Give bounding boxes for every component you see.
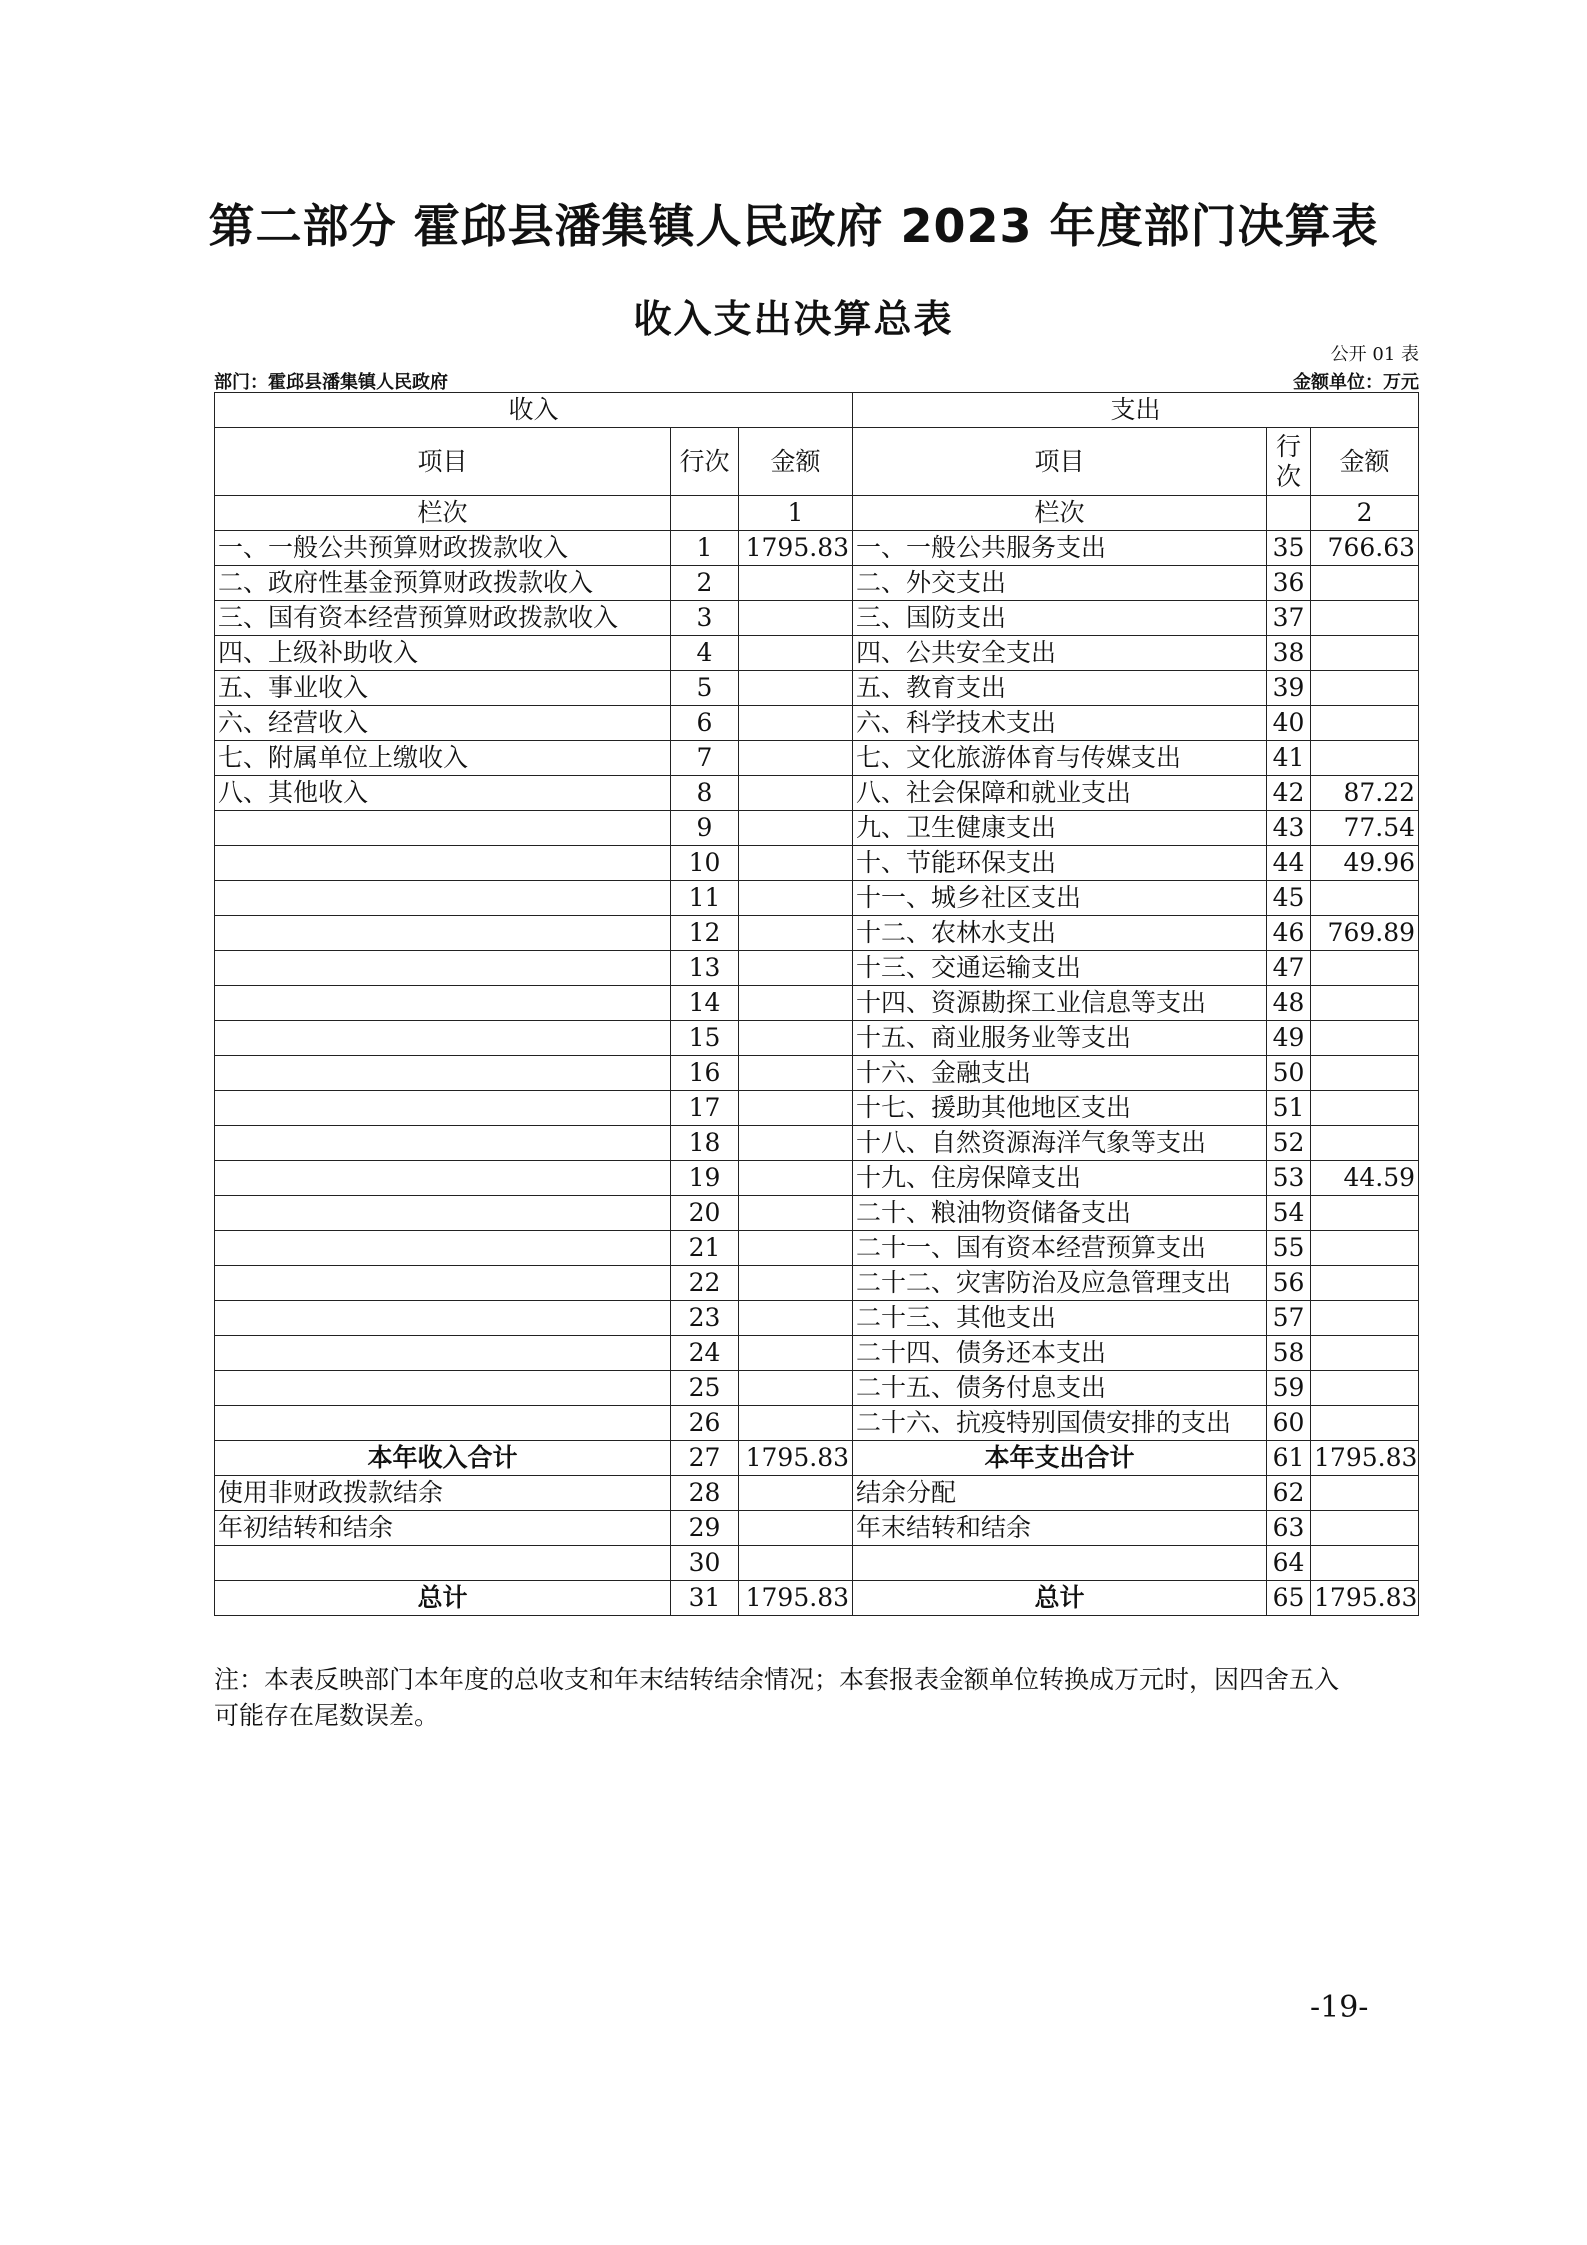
- income-amount: [739, 566, 853, 601]
- table-title: 收入支出决算总表: [633, 297, 954, 341]
- expense-amount: [1311, 951, 1419, 986]
- table-row: [215, 706, 1419, 741]
- income-amount: [739, 811, 853, 846]
- income-item: [215, 1371, 671, 1406]
- row-number: 51: [1267, 1091, 1311, 1126]
- amount-cell: [739, 1546, 853, 1581]
- expense-amount: 769.89: [1311, 916, 1419, 951]
- income-amount: [739, 706, 853, 741]
- row-number: 47: [1267, 951, 1311, 986]
- income-amount: [739, 1056, 853, 1091]
- row-number: 62: [1267, 1476, 1311, 1511]
- row-number: 10: [671, 846, 739, 881]
- opening-balance-label: 年初结转和结余: [215, 1511, 671, 1546]
- income-amount: [739, 741, 853, 776]
- form-number: 公开 01 表: [1330, 344, 1419, 365]
- table-row: [215, 1091, 1419, 1126]
- expense-amount: 766.63: [1311, 531, 1419, 566]
- balance-distribution-label: 结余分配: [853, 1476, 1267, 1511]
- empty-cell: [671, 496, 739, 531]
- row-number: 41: [1267, 741, 1311, 776]
- expense-amount: [1311, 1301, 1419, 1336]
- item-cell: [215, 1546, 671, 1581]
- income-amount: [739, 1126, 853, 1161]
- table-row: [215, 1231, 1419, 1266]
- year-income-total-amount: 1795.83: [739, 1441, 853, 1476]
- row-number: 17: [671, 1091, 739, 1126]
- expense-amount: 77.54: [1311, 811, 1419, 846]
- income-item: [215, 951, 671, 986]
- amount-cell: [1311, 1476, 1419, 1511]
- table-row: [215, 671, 1419, 706]
- table-row: [215, 1196, 1419, 1231]
- income-item: [215, 1021, 671, 1056]
- row-number: 25: [671, 1371, 739, 1406]
- expense-item: 七、文化旅游体育与传媒支出: [853, 741, 1267, 776]
- table-row: [215, 916, 1419, 951]
- row-number: 18: [671, 1126, 739, 1161]
- table-row: [215, 1056, 1419, 1091]
- page-title: 第二部分 霍邱县潘集镇人民政府 2023 年度部门决算表: [208, 199, 1379, 253]
- row-number: 49: [1267, 1021, 1311, 1056]
- expense-amount: [1311, 1231, 1419, 1266]
- income-amount: [739, 846, 853, 881]
- row-number: 14: [671, 986, 739, 1021]
- row-number: 19: [671, 1161, 739, 1196]
- amount-header-right: 金额: [1311, 428, 1419, 496]
- row-number: 59: [1267, 1371, 1311, 1406]
- row-number: 43: [1267, 811, 1311, 846]
- income-item: [215, 846, 671, 881]
- row-number: 50: [1267, 1056, 1311, 1091]
- empty-cell: [1267, 496, 1311, 531]
- row-number: 56: [1267, 1266, 1311, 1301]
- income-item: 三、国有资本经营预算财政拨款收入: [215, 601, 671, 636]
- income-item: [215, 1091, 671, 1126]
- row-number: 23: [671, 1301, 739, 1336]
- expense-item: 二十五、债务付息支出: [853, 1371, 1267, 1406]
- income-amount: [739, 601, 853, 636]
- row-number: 1: [671, 531, 739, 566]
- expense-amount: [1311, 1091, 1419, 1126]
- row-number: 42: [1267, 776, 1311, 811]
- expense-amount: [1311, 671, 1419, 706]
- row-number: 29: [671, 1511, 739, 1546]
- row-number: 37: [1267, 601, 1311, 636]
- expense-item: 二十三、其他支出: [853, 1301, 1267, 1336]
- expense-item: 十七、援助其他地区支出: [853, 1091, 1267, 1126]
- income-item: [215, 1056, 671, 1091]
- row-number: 11: [671, 881, 739, 916]
- row-number: 12: [671, 916, 739, 951]
- amount-cell: [1311, 1546, 1419, 1581]
- expense-item: 四、公共安全支出: [853, 636, 1267, 671]
- table-row: [215, 531, 1419, 566]
- income-item: [215, 1406, 671, 1441]
- row-number: 35: [1267, 531, 1311, 566]
- expense-item: 十三、交通运输支出: [853, 951, 1267, 986]
- income-item: 一、一般公共预算财政拨款收入: [215, 531, 671, 566]
- income-item: [215, 1126, 671, 1161]
- income-amount: [739, 951, 853, 986]
- expense-amount: 49.96: [1311, 846, 1419, 881]
- income-amount: [739, 1266, 853, 1301]
- column-number-1: 1: [739, 496, 853, 531]
- table-row: [215, 1336, 1419, 1371]
- row-number: 6: [671, 706, 739, 741]
- expense-item: 十一、城乡社区支出: [853, 881, 1267, 916]
- expense-amount: [1311, 1126, 1419, 1161]
- income-item: [215, 1336, 671, 1371]
- table-row: [215, 1371, 1419, 1406]
- row-number: 20: [671, 1196, 739, 1231]
- table-row: [215, 776, 1419, 811]
- row-number: 61: [1267, 1441, 1311, 1476]
- income-amount: [739, 1231, 853, 1266]
- expense-item: 二十、粮油物资储备支出: [853, 1196, 1267, 1231]
- expense-item: 二十一、国有资本经营预算支出: [853, 1231, 1267, 1266]
- row-number: 39: [1267, 671, 1311, 706]
- item-header-right: 项目: [853, 428, 1267, 496]
- table-row: [215, 1161, 1419, 1196]
- department-label: 部门：霍邱县潘集镇人民政府: [214, 372, 448, 393]
- income-amount: [739, 1196, 853, 1231]
- unit-label: 金额单位：万元: [1293, 372, 1419, 393]
- amount-cell: [1311, 1511, 1419, 1546]
- expense-amount: [1311, 1371, 1419, 1406]
- amount-cell: [739, 1511, 853, 1546]
- table-row: [215, 1266, 1419, 1301]
- income-amount: [739, 1091, 853, 1126]
- expense-amount: [1311, 1336, 1419, 1371]
- row-number: 5: [671, 671, 739, 706]
- column-number-2: 2: [1311, 496, 1419, 531]
- expense-amount: [1311, 741, 1419, 776]
- expense-item: 八、社会保障和就业支出: [853, 776, 1267, 811]
- page-number: -19-: [1310, 1990, 1369, 2025]
- income-item: 二、政府性基金预算财政拨款收入: [215, 566, 671, 601]
- row-number: 30: [671, 1546, 739, 1581]
- income-amount: [739, 1161, 853, 1196]
- income-item: [215, 1161, 671, 1196]
- income-item: [215, 1196, 671, 1231]
- expense-amount: 87.22: [1311, 776, 1419, 811]
- row-number: 22: [671, 1266, 739, 1301]
- expense-amount: [1311, 566, 1419, 601]
- table-row: [215, 601, 1419, 636]
- income-item: [215, 1301, 671, 1336]
- expense-item: 五、教育支出: [853, 671, 1267, 706]
- table-row: [215, 636, 1419, 671]
- expense-amount: [1311, 881, 1419, 916]
- income-amount: [739, 1336, 853, 1371]
- grand-income-total-label: 总计: [215, 1581, 671, 1616]
- income-item: 四、上级补助收入: [215, 636, 671, 671]
- expense-amount: [1311, 1056, 1419, 1091]
- row-number: 15: [671, 1021, 739, 1056]
- income-amount: [739, 1371, 853, 1406]
- item-header: 项目: [215, 428, 671, 496]
- expense-amount: [1311, 1021, 1419, 1056]
- table-row: [215, 846, 1419, 881]
- expense-item: 二十四、债务还本支出: [853, 1336, 1267, 1371]
- grand-expense-total-amount: 1795.83: [1311, 1581, 1419, 1616]
- row-number: 54: [1267, 1196, 1311, 1231]
- expense-item: 一、一般公共服务支出: [853, 531, 1267, 566]
- row-number: 8: [671, 776, 739, 811]
- expense-amount: [1311, 636, 1419, 671]
- row-number: 26: [671, 1406, 739, 1441]
- expense-item: 十二、农林水支出: [853, 916, 1267, 951]
- income-amount: [739, 636, 853, 671]
- row-number: 44: [1267, 846, 1311, 881]
- income-item: [215, 916, 671, 951]
- row-number: 3: [671, 601, 739, 636]
- item-cell: [853, 1546, 1267, 1581]
- expense-item: 九、卫生健康支出: [853, 811, 1267, 846]
- income-amount: [739, 1021, 853, 1056]
- non-fiscal-balance-label: 使用非财政拨款结余: [215, 1476, 671, 1511]
- row-number: 21: [671, 1231, 739, 1266]
- grand-income-total-amount: 1795.83: [739, 1581, 853, 1616]
- row-number: 4: [671, 636, 739, 671]
- row-number: 24: [671, 1336, 739, 1371]
- row-number: 9: [671, 811, 739, 846]
- expense-item: 十九、住房保障支出: [853, 1161, 1267, 1196]
- expense-item: 十、节能环保支出: [853, 846, 1267, 881]
- table-row: [215, 741, 1419, 776]
- table-row: [215, 1126, 1419, 1161]
- table-row: [215, 1406, 1419, 1441]
- row-number: 65: [1267, 1581, 1311, 1616]
- expense-item: 二十六、抗疫特别国债安排的支出: [853, 1406, 1267, 1441]
- row-number: 64: [1267, 1546, 1311, 1581]
- year-expense-total-amount: 1795.83: [1311, 1441, 1419, 1476]
- column-label: 栏次: [215, 496, 671, 531]
- expense-amount: [1311, 601, 1419, 636]
- year-expense-total-label: 本年支出合计: [853, 1441, 1267, 1476]
- row-number: 45: [1267, 881, 1311, 916]
- row-number: 31: [671, 1581, 739, 1616]
- expense-item: 六、科学技术支出: [853, 706, 1267, 741]
- income-expense-table: [214, 392, 1419, 1616]
- row-no-header: 行次: [671, 428, 739, 496]
- row-number: 2: [671, 566, 739, 601]
- expense-amount: [1311, 1266, 1419, 1301]
- expense-amount: 44.59: [1311, 1161, 1419, 1196]
- income-amount: [739, 986, 853, 1021]
- row-number: 46: [1267, 916, 1311, 951]
- income-item: [215, 811, 671, 846]
- expense-item: 十六、金融支出: [853, 1056, 1267, 1091]
- income-item: [215, 881, 671, 916]
- income-item: [215, 1231, 671, 1266]
- table-row: [215, 881, 1419, 916]
- footnote-line: 可能存在尾数误差。: [214, 1701, 440, 1730]
- expense-amount: [1311, 706, 1419, 741]
- row-no-header-right: 行次: [1267, 428, 1311, 496]
- table-row: [215, 1301, 1419, 1336]
- row-number: 60: [1267, 1406, 1311, 1441]
- expense-section-header: 支出: [853, 393, 1419, 428]
- expense-amount: [1311, 1406, 1419, 1441]
- income-item: 八、其他收入: [215, 776, 671, 811]
- row-number: 27: [671, 1441, 739, 1476]
- year-income-total-label: 本年收入合计: [215, 1441, 671, 1476]
- row-number: 58: [1267, 1336, 1311, 1371]
- income-section-header: 收入: [215, 393, 853, 428]
- row-number: 7: [671, 741, 739, 776]
- income-item: 七、附属单位上缴收入: [215, 741, 671, 776]
- income-amount: [739, 916, 853, 951]
- closing-balance-label: 年末结转和结余: [853, 1511, 1267, 1546]
- row-number: 28: [671, 1476, 739, 1511]
- expense-item: 十八、自然资源海洋气象等支出: [853, 1126, 1267, 1161]
- expense-amount: [1311, 986, 1419, 1021]
- row-number: 38: [1267, 636, 1311, 671]
- table-row: [215, 986, 1419, 1021]
- row-number: 53: [1267, 1161, 1311, 1196]
- expense-item: 二十二、灾害防治及应急管理支出: [853, 1266, 1267, 1301]
- income-amount: [739, 671, 853, 706]
- income-amount: [739, 1406, 853, 1441]
- expense-item: 十五、商业服务业等支出: [853, 1021, 1267, 1056]
- row-number: 36: [1267, 566, 1311, 601]
- table-row: [215, 811, 1419, 846]
- expense-item: 三、国防支出: [853, 601, 1267, 636]
- row-number: 13: [671, 951, 739, 986]
- expense-amount: [1311, 1196, 1419, 1231]
- table-row: [215, 566, 1419, 601]
- row-number: 52: [1267, 1126, 1311, 1161]
- row-number: 16: [671, 1056, 739, 1091]
- footnote: [214, 1662, 1424, 1734]
- row-number: 55: [1267, 1231, 1311, 1266]
- amount-cell: [739, 1476, 853, 1511]
- row-number: 40: [1267, 706, 1311, 741]
- row-number: 57: [1267, 1301, 1311, 1336]
- expense-item: 十四、资源勘探工业信息等支出: [853, 986, 1267, 1021]
- column-label-right: 栏次: [853, 496, 1267, 531]
- income-item: 五、事业收入: [215, 671, 671, 706]
- income-item: [215, 1266, 671, 1301]
- table-row: [215, 1021, 1419, 1056]
- row-number: 63: [1267, 1511, 1311, 1546]
- grand-expense-total-label: 总计: [853, 1581, 1267, 1616]
- row-number: 48: [1267, 986, 1311, 1021]
- expense-item: 二、外交支出: [853, 566, 1267, 601]
- income-item: 六、经营收入: [215, 706, 671, 741]
- amount-header: 金额: [739, 428, 853, 496]
- income-amount: [739, 881, 853, 916]
- table-row: [215, 951, 1419, 986]
- footnote-line: 注：本表反映部门本年度的总收支和年末结转结余情况；本套报表金额单位转换成万元时，因四舍五入: [214, 1665, 1340, 1694]
- income-amount: 1795.83: [739, 531, 853, 566]
- income-item: [215, 986, 671, 1021]
- income-amount: [739, 1301, 853, 1336]
- income-amount: [739, 776, 853, 811]
